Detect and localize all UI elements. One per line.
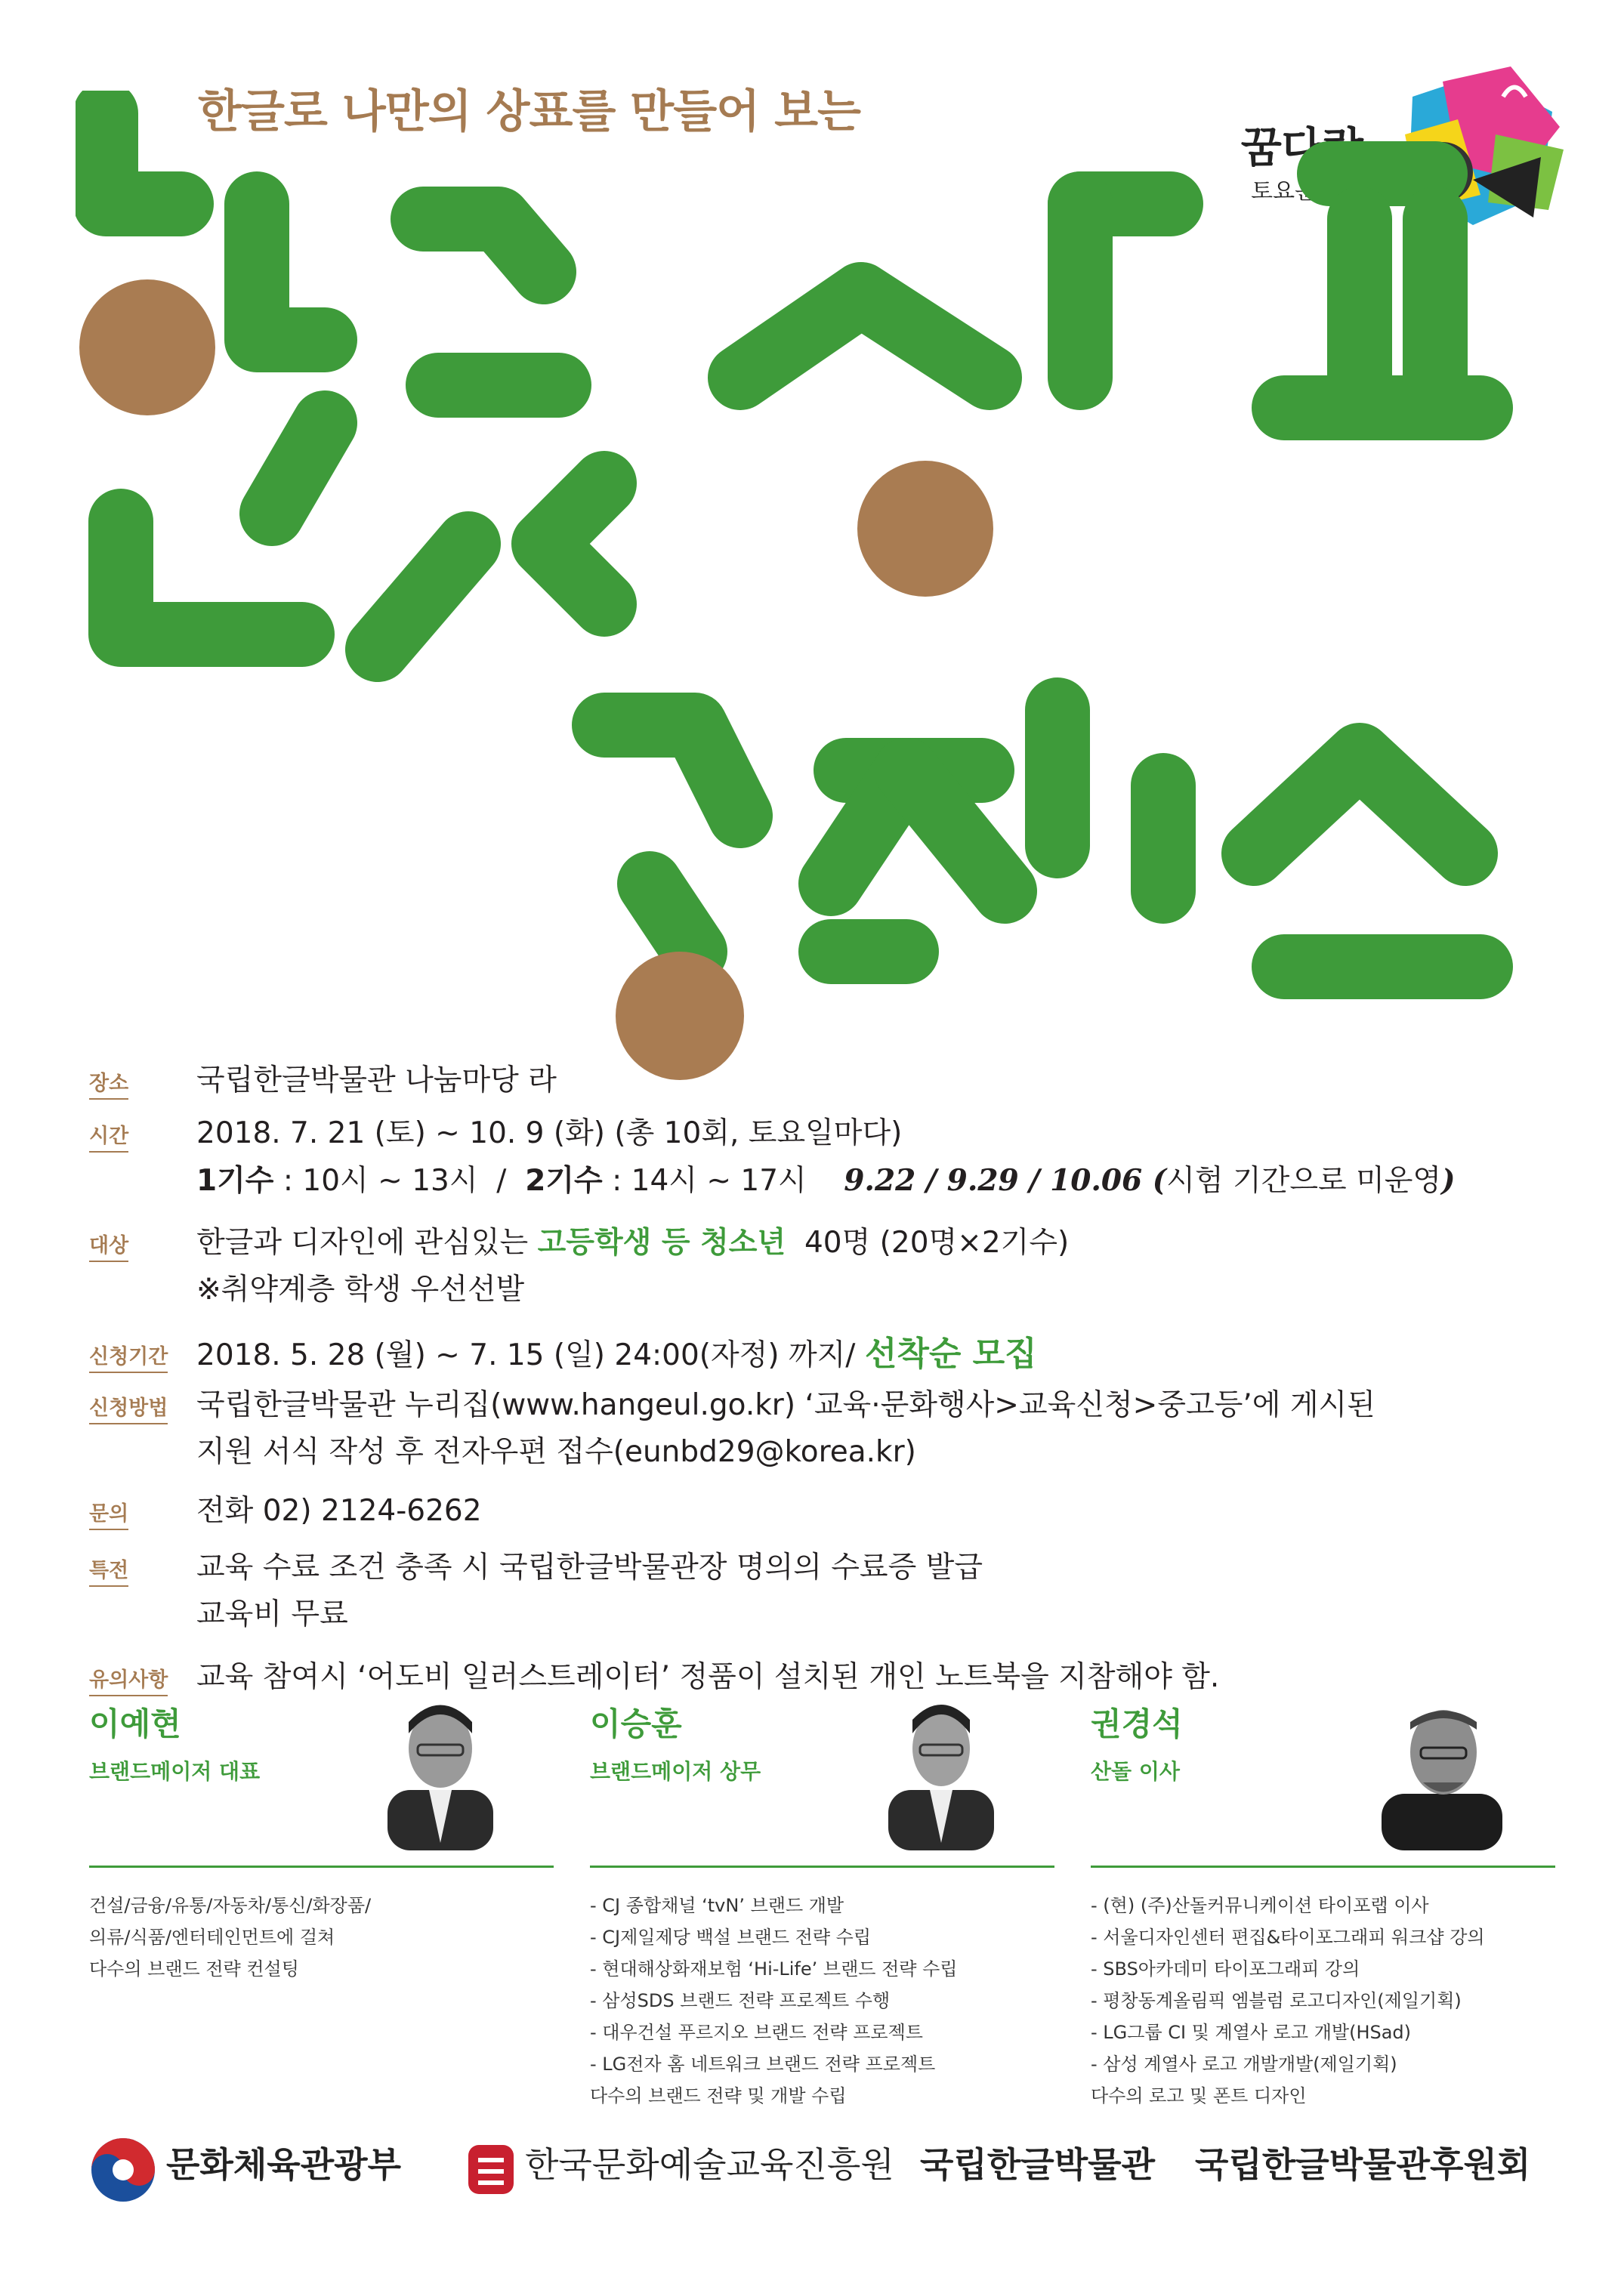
contact-label: 문의 [89,1502,128,1530]
footer-org-museum: 국립한글박물관 [920,2144,1156,2185]
footer-org-ministry: 문화체육관광부 [166,2144,402,2185]
benefit-line2: 교육비 무료 [196,1597,348,1631]
instructor-card [89,1699,554,1980]
instructor-name: 권경석 [1091,1705,1183,1742]
title-lettering [76,91,1571,1080]
arts-education-logo-icon [465,2141,517,2198]
instructor-photo [881,1692,1002,1850]
history-item: - 삼성 계열사 로고 개발개발(제일기획) [1091,2054,1397,2075]
time-line1: 2018. 7. 21 (토) ~ 10. 9 (화) (총 10회, 토요일마다) [196,1116,903,1150]
instructor-history [1091,1890,1574,2112]
target-note: ※취약계층 학생 우선선발 [196,1273,525,1307]
history-item: - (현) (주)산돌커뮤니케이션 타이포랩 이사 [1091,1895,1429,1916]
target-pre: 한글과 디자인에 관심있는 [196,1226,538,1260]
history-item: - 대우건설 푸르지오 브랜드 전략 프로젝트 [590,2022,923,2043]
session2-time: : 14시 ~ 17시 [602,1164,844,1198]
period-label: 신청기간 [89,1345,168,1373]
logo-name: 꿈다락 [1240,124,1363,173]
instructor-role: 브랜드메이저 대표 [89,1759,261,1784]
time-line2 [196,1157,1456,1205]
history-item: 다수의 브랜드 전략 및 개발 수립 [590,2085,847,2106]
instructor-card [1091,1699,1555,2106]
instructor-name: 이예현 [89,1705,181,1742]
logo-subtitle: 토요문화학교 [1251,178,1382,205]
target-post: 40명 (20명×2기수) [786,1226,1070,1260]
instructor-photo [380,1692,501,1850]
instructor-photo [1382,1692,1502,1850]
method-line2: 지원 서식 작성 후 전자우편 접수(eunbd29@korea.kr) [196,1435,916,1469]
ministry-emblem-icon [89,2136,157,2204]
benefit-line1: 교육 수료 조건 충족 시 국립한글박물관장 명의의 수료증 발급 [196,1551,983,1585]
instructor-card [590,1699,1054,2106]
info-notice [89,1654,1555,1701]
info-method [89,1382,1555,1476]
target-label: 대상 [89,1234,128,1262]
excluded-note: 시험 기간으로 미운영 [1166,1164,1442,1198]
period-pre: 2018. 5. 28 (월) ~ 7. 15 (일) 24:00(자정) 까지/ [196,1338,865,1372]
history-item: - 서울디자인센터 편집&타이포그래피 워크샵 강의 [1091,1927,1485,1948]
history-item: 의류/식품/엔터테인먼트에 걸쳐 [89,1927,335,1948]
history-item: - LG그룹 CI 및 계열사 로고 개발(HSad) [1091,2022,1412,2043]
divider-line [1091,1866,1555,1868]
info-contact [89,1488,1555,1535]
history-item: - SBS아카데미 타이포그래피 강의 [1091,1958,1360,1980]
info-benefit [89,1545,1555,1638]
period-highlight: 선착순 모집 [864,1335,1037,1373]
method-line1: 국립한글박물관 누리집(www.hangeul.go.kr) ‘교육·문화행사>교육신청>중고등’에 게시된 [196,1388,1375,1422]
time-label: 시간 [89,1125,128,1153]
divider-line [89,1866,554,1868]
excluded-close: ) [1441,1163,1456,1198]
excluded-dates: 9.22 / 9.29 / 10.06 ( [844,1163,1167,1198]
instructor-role: 브랜드메이저 상무 [590,1759,761,1784]
notice-label: 유의사항 [89,1668,168,1696]
instructor-history [89,1890,573,1985]
instructor-name: 이승훈 [590,1705,682,1742]
footer-org-supporters: 국립한글박물관후원회 [1195,2144,1531,2185]
place-label: 장소 [89,1072,128,1100]
history-item: 건설/금융/유통/자동차/통신/화장품/ [89,1895,372,1916]
history-item: - 평창동계올림픽 엠블럼 로고디자인(제일기획) [1091,1990,1462,2011]
history-item: - CJ제일제당 백설 브랜드 전략 수립 [590,1927,872,1948]
history-item: - CJ 종합채널 ‘tvN’ 브랜드 개발 [590,1895,844,1916]
method-label: 신청방법 [89,1396,168,1424]
instructor-history [590,1890,1073,2112]
subtitle: 한글로 나만의 상표를 만들어 보는 [198,85,860,138]
session1-time: : 10시 ~ 13시 / [273,1164,526,1198]
history-item: - 현대해상화재보험 ‘Hi-Life’ 브랜드 전략 수립 [590,1958,958,1980]
contact-value: 전화 02) 2124-6262 [196,1494,482,1528]
notice-value: 교육 참여시 ‘어도비 일러스트레이터’ 정품이 설치된 개인 노트북을 지참해야 함. [196,1660,1220,1694]
session1-label: 1기수 [196,1164,274,1198]
history-item: 다수의 브랜드 전략 컨설팅 [89,1958,299,1980]
footer-org-arte: 한국문화예술교육진흥원 [525,2144,894,2185]
period-value [196,1331,1037,1379]
history-item: 다수의 로고 및 폰트 디자인 [1091,2085,1307,2106]
history-item: - LG전자 홈 네트워크 브랜드 전략 프로젝트 [590,2054,936,2075]
place-value: 국립한글박물관 나눔마당 라 [196,1063,557,1097]
benefit-label: 특전 [89,1559,128,1587]
info-place [89,1057,1555,1104]
info-period [89,1331,1555,1379]
info-time [89,1110,1555,1205]
target-highlight: 고등학생 등 청소년 [537,1226,786,1260]
history-item: - 삼성SDS 브랜드 전략 프로젝트 수행 [590,1990,891,2011]
instructor-role: 산돌 이사 [1091,1759,1180,1784]
session2-label: 2기수 [525,1164,603,1198]
info-target [89,1220,1555,1313]
target-line1 [196,1220,1069,1267]
divider-line [590,1866,1054,1868]
